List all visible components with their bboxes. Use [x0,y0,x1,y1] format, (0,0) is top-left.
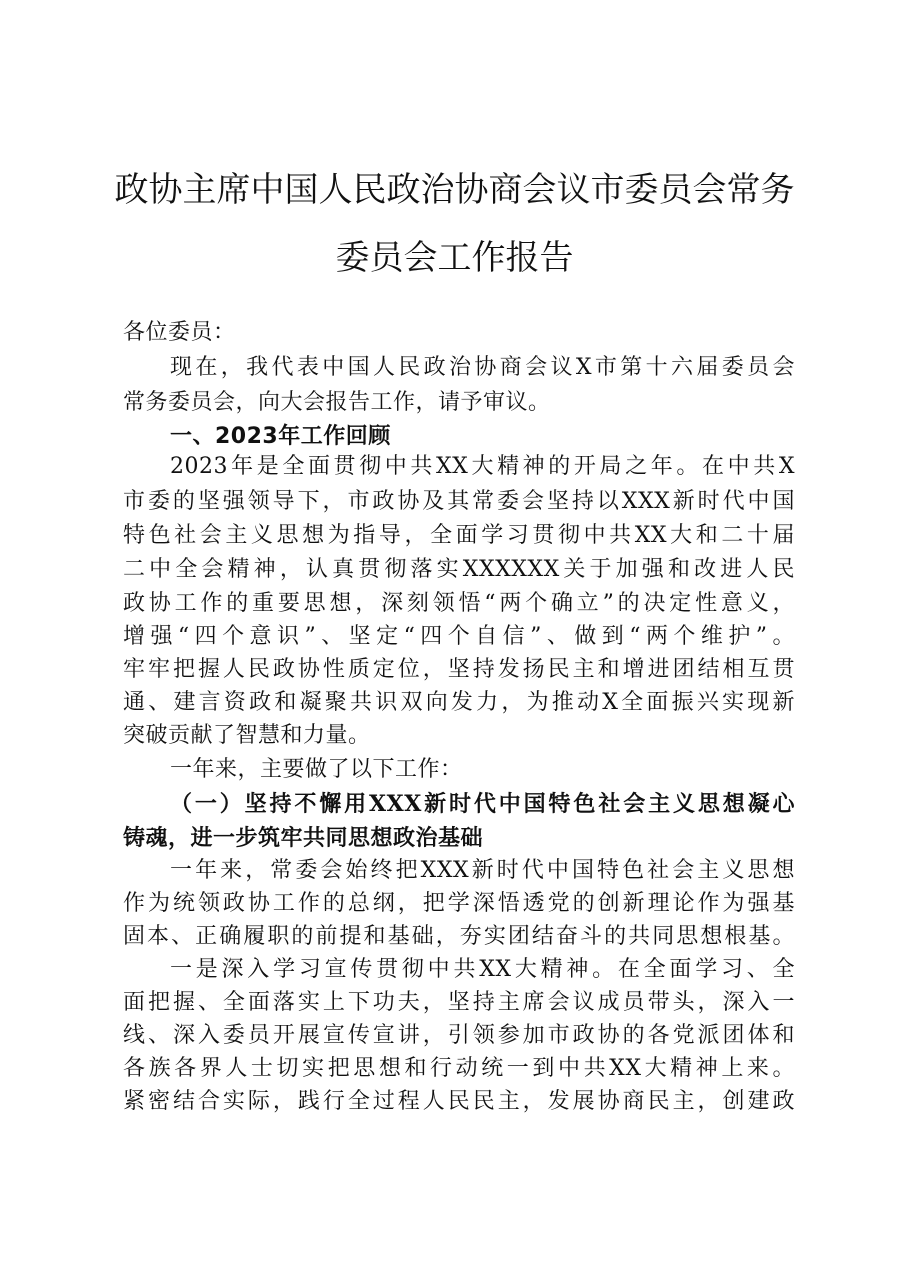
subsection-heading: 铸魂，进一步筑牢共同思想政治基础 [123,825,484,851]
paragraph-line: 现在，我代表中国人民政治协商会议X市第十六届委员会 [170,355,795,380]
paragraph-line: 紧密结合实际，践行全过程人民民主，发展协商民主，创建政 [123,1089,795,1114]
paragraph-line: 固本、正确履职的前提和基础，夯实团结奋斗的共同思想根基。 [123,924,795,949]
paragraph-line: 作为统领政协工作的总纲，把学深悟透党的创新理论作为强基 [123,891,795,916]
paragraph-line: 通、建言资政和凝聚共识双向发力，为推动X全面振兴实现新 [123,690,795,715]
paragraph-line: 2023年是全面贯彻中共XX大精神的开局之年。在中共X [170,454,795,479]
paragraph-line: 一年来，主要做了以下工作： [170,757,463,782]
paragraph-line: 线、深入委员开展宣传宣讲，引领参加市政协的各党派团体和 [123,1023,795,1048]
paragraph-line: 政协工作的重要思想，深刻领悟“两个确立”的决定性意义， [123,591,795,616]
salutation: 各位委员： [123,320,236,345]
paragraph-line: 增强“四个意识”、坚定“四个自信”、做到“两个维护”。 [123,624,795,649]
paragraph-line: 市委的坚强领导下，市政协及其常委会坚持以XXX新时代中国 [123,489,795,514]
paragraph-line: 突破贡献了智慧和力量。 [123,723,371,748]
document-title-line-1: 政协主席中国人民政治协商会议市委员会常务 [114,170,795,210]
paragraph-line: 特色社会主义思想为指导，全面学习贯彻中共XX大和二十届 [123,523,795,548]
subsection-heading: （一）坚持不懈用XXX新时代中国特色社会主义思想凝心 [170,791,795,817]
paragraph-line: 二中全会精神，认真贯彻落实XXXXXX关于加强和改进人民 [123,557,795,582]
paragraph-line: 一是深入学习宣传贯彻中共XX大精神。在全面学习、全 [170,957,795,982]
paragraph-line: 牢牢把握人民政协性质定位，坚持发扬民主和增进团结相互贯 [123,657,795,682]
paragraph-line: 常务委员会，向大会报告工作，请予审议。 [123,390,551,415]
section-heading: 一、2023年工作回顾 [170,424,391,449]
paragraph-line: 各族各界人士切实把思想和行动统一到中共XX大精神上来。 [123,1056,795,1081]
document-title-line-2: 委员会工作报告 [335,238,574,278]
paragraph-line: 一年来，常委会始终把XXX新时代中国特色社会主义思想 [170,858,795,883]
paragraph-line: 面把握、全面落实上下功夫，坚持主席会议成员带头，深入一 [123,990,795,1015]
